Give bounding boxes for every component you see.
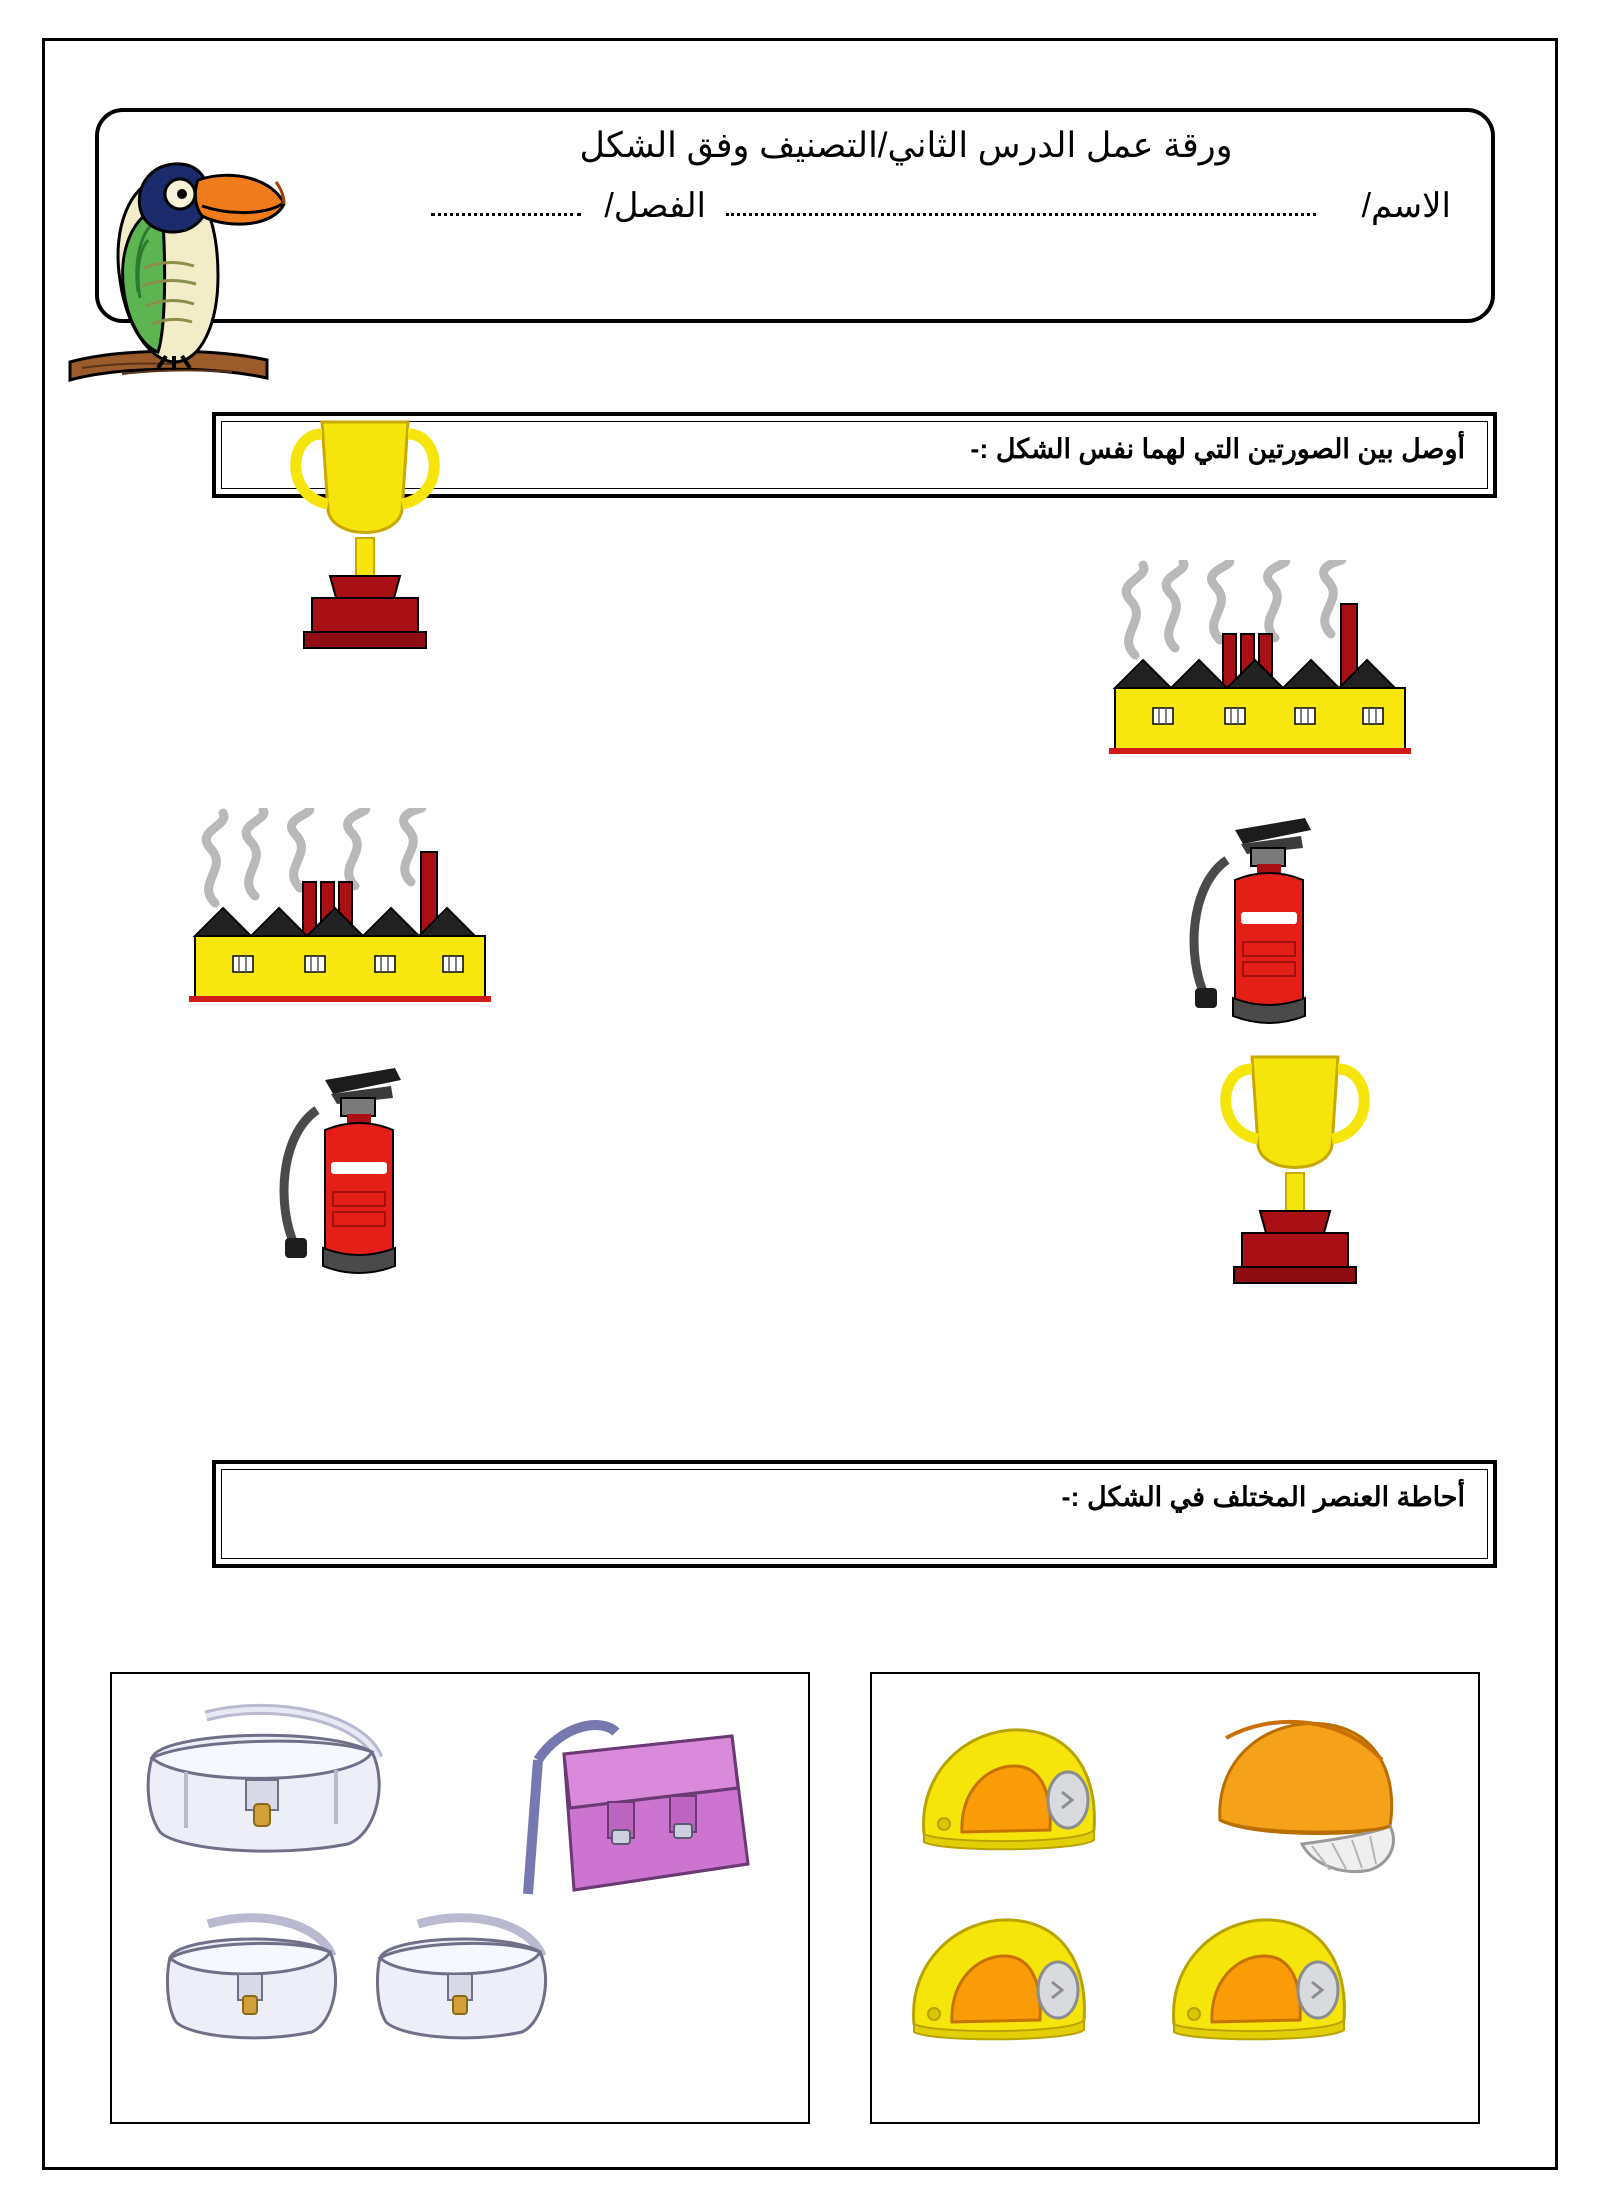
instruction-text-matching: أوصل بين الصورتين التي لهما نفس الشكل :- [970, 434, 1465, 464]
instruction-text-odd-one-out: أحاطة العنصر المختلف في الشكل :- [1061, 1482, 1465, 1512]
white-handbag-icon[interactable] [362, 1902, 562, 2052]
class-field-label: الفصل/ [604, 187, 706, 225]
trophy-icon[interactable] [1200, 1035, 1390, 1295]
name-field-label: الاسم/ [1361, 187, 1451, 225]
fire-extinguisher-icon[interactable] [1165, 790, 1365, 1040]
page-title: ورقة عمل الدرس الثاني/التصنيف وفق الشكل [579, 126, 1233, 165]
name-field-input[interactable] [726, 212, 1316, 216]
factory-icon[interactable] [1095, 560, 1425, 770]
white-handbag-icon[interactable] [126, 1692, 406, 1862]
toucan-bird-icon [62, 110, 292, 410]
yellow-helmet-icon[interactable] [1152, 1904, 1362, 2064]
bags-panel [110, 1672, 810, 2124]
header-box [95, 108, 1495, 323]
yellow-helmet-icon[interactable] [892, 1904, 1102, 2064]
white-handbag-icon[interactable] [152, 1902, 352, 2052]
purple-briefcase-icon[interactable] [512, 1714, 762, 1934]
instruction-box-odd-one-out [212, 1460, 1497, 1568]
helmets-panel [870, 1672, 1480, 2124]
fire-extinguisher-icon[interactable] [255, 1040, 455, 1290]
header-fields [151, 186, 1451, 246]
class-field-input[interactable] [431, 212, 581, 216]
orange-cap-icon[interactable] [1192, 1704, 1422, 1884]
factory-icon[interactable] [175, 808, 505, 1018]
trophy-icon[interactable] [270, 400, 460, 660]
yellow-helmet-icon[interactable] [902, 1714, 1112, 1874]
